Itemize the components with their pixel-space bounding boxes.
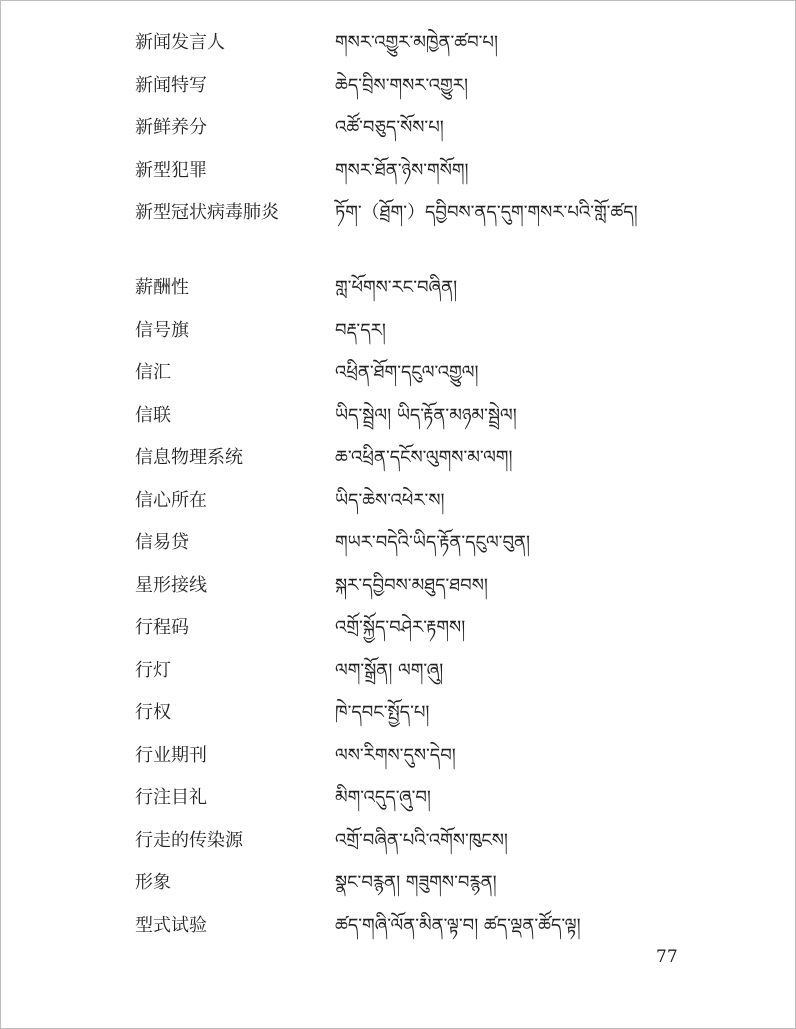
chinese-term: 新型犯罪 xyxy=(135,159,207,181)
tibetan-translation: གསར་ཐོན་ཉེས་གསོག། xyxy=(335,159,469,181)
entry-row xyxy=(1,353,796,396)
tibetan-translation: བརྡ་དར། xyxy=(335,319,386,341)
tibetan-translation: ཡིད་སྦྲེལ། ཡིད་རྟོན་མཉམ་སྦྲེལ། xyxy=(335,404,517,426)
entry-row xyxy=(1,311,796,354)
tibetan-translation: མིག་འདུད་ཞུ་བ། xyxy=(335,787,431,808)
tibetan-translation: འགྲོ་སྐྱོད་བཤེར་རྟགས། xyxy=(335,617,466,638)
entry-row xyxy=(1,523,796,566)
chinese-term: 信易贷 xyxy=(135,532,189,553)
entry-row xyxy=(1,608,796,651)
tibetan-translation: ཁེ་དབང་སྤྱོད་པ། xyxy=(335,702,430,723)
chinese-term: 信联 xyxy=(135,404,171,426)
tibetan-translation: འཕྲིན་ཐོག་དངུལ་འགྱུལ། xyxy=(335,362,479,383)
entry-row xyxy=(1,863,796,906)
chinese-term: 行权 xyxy=(135,702,171,723)
chinese-term: 型式试验 xyxy=(135,914,207,936)
chinese-term: 新型冠状病毒肺炎 xyxy=(135,202,279,223)
entry-row xyxy=(1,906,796,949)
entry-row xyxy=(1,268,796,311)
entry-row xyxy=(1,108,796,151)
tibetan-translation: ཡིད་ཆེས་འཕེར་ས། xyxy=(335,489,445,511)
entry-row xyxy=(1,566,796,609)
tibetan-translation: འཚོ་བཅུད་སོས་པ། xyxy=(335,117,444,138)
entry-row xyxy=(1,151,796,194)
chinese-term: 信号旗 xyxy=(135,319,189,341)
tibetan-translation: འགྲོ་བཞིན་པའི་འགོས་ཁུངས། xyxy=(335,829,508,851)
entry-row xyxy=(1,778,796,821)
tibetan-translation: གསར་འགྱུར་མཁྱེན་ཚབ་པ། xyxy=(335,32,498,53)
entry-row xyxy=(1,193,796,268)
tibetan-translation: ཏོག་（ཐྲོག་）དབྱིབས་ནད་དུག་གསར་པའི་གློ་ཚད། xyxy=(335,202,638,223)
tibetan-translation: ཚད་གཞི་ལོན་མིན་ལྟ་བ། ཚད་ལྡན་ཚོད་ལྟ། xyxy=(335,914,581,936)
chinese-term: 行走的传染源 xyxy=(135,829,243,851)
chinese-term: 星形接线 xyxy=(135,574,207,596)
entry-row xyxy=(1,693,796,736)
entry-row xyxy=(1,438,796,481)
entry-list xyxy=(1,23,796,948)
entry-row xyxy=(1,396,796,439)
tibetan-translation: སྣང་བརྙན། གཟུགས་བརྙན། xyxy=(335,872,497,893)
tibetan-translation: ལག་སྒྲོན། ལག་ཞུ། xyxy=(335,659,444,681)
entry-row xyxy=(1,821,796,864)
entry-row xyxy=(1,651,796,694)
entry-row xyxy=(1,481,796,524)
tibetan-translation: གླ་ཕོགས་རང་བཞིན། xyxy=(335,277,458,298)
chinese-term: 薪酬性 xyxy=(135,277,189,298)
chinese-term: 新鲜养分 xyxy=(135,117,207,138)
chinese-term: 新闻特写 xyxy=(135,74,207,96)
chinese-term: 行程码 xyxy=(135,617,189,638)
chinese-term: 信汇 xyxy=(135,362,171,383)
chinese-term: 形象 xyxy=(135,872,171,893)
tibetan-translation: སྐར་དབྱིབས་མཐུད་ཐབས། xyxy=(335,574,488,596)
chinese-term: 信心所在 xyxy=(135,489,207,511)
chinese-term: 信息物理系统 xyxy=(135,447,243,468)
tibetan-translation: ལས་རིགས་དུས་དེབ། xyxy=(335,744,456,766)
chinese-term: 行灯 xyxy=(135,659,171,681)
chinese-term: 行注目礼 xyxy=(135,787,207,808)
entry-row xyxy=(1,66,796,109)
chinese-term: 新闻发言人 xyxy=(135,32,225,53)
chinese-term: 行业期刊 xyxy=(135,744,207,766)
page-number: 77 xyxy=(656,947,678,967)
tibetan-translation: ཆ་འཕྲིན་དངོས་ལུགས་མ་ལག། xyxy=(335,447,513,468)
tibetan-translation: གཡར་བདེའི་ཡིད་རྟོན་དངུལ་བུན། xyxy=(335,532,530,553)
entry-row xyxy=(1,23,796,66)
tibetan-translation: ཆེད་བྲིས་གསར་འགྱུར། xyxy=(335,74,468,96)
entry-row xyxy=(1,736,796,779)
